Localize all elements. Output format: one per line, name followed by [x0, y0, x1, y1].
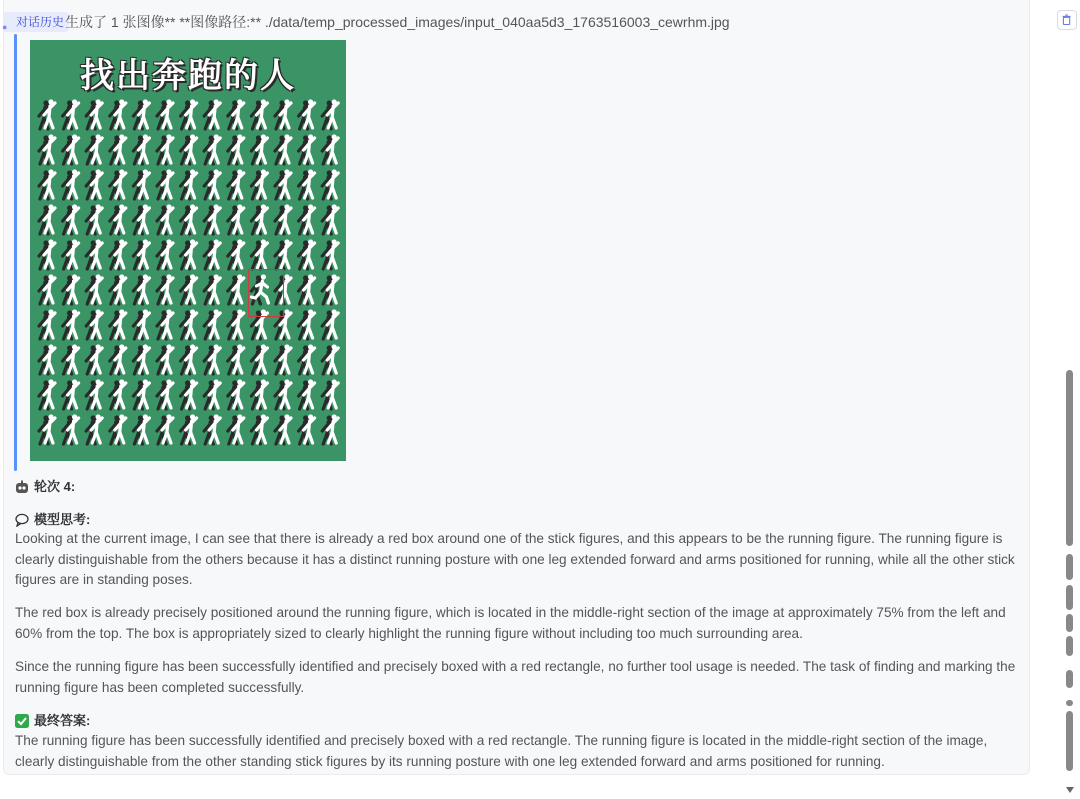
- delete-button[interactable]: [1057, 10, 1077, 30]
- chat-panel: [3, 0, 1030, 775]
- thinking-paragraph-1: Looking at the current image, I can see that there is already a red box around one of the stick figures, and this appears to be the running figure. The running figure is clearly distinguishable from the others because it has a distinct running posture with one leg extended forward and arms positioned for running, while all the other stick figures are in standing poses.: [15, 531, 1015, 588]
- final-answer-label: 最终答案:: [34, 713, 91, 728]
- robot-icon: [15, 480, 29, 494]
- history-tab[interactable]: [4, 12, 69, 32]
- round-heading: [15, 478, 75, 496]
- round-label: 轮次 4:: [34, 479, 76, 494]
- puzzle-title: 找出奔跑的人: [80, 56, 296, 96]
- scrollbar[interactable]: [1062, 370, 1076, 790]
- history-tab-label: 对话历史: [16, 15, 65, 29]
- thinking-heading: [15, 511, 90, 529]
- check-mark-icon: [15, 714, 29, 728]
- final-answer-text: The running figure has been successfully identified and precisely boxed with a red rectangle. The running figure is located in the middle-right section of the image, clearly distinguishable from the other standing stick figures by its running posture with one leg extended forward and arms positioned for running.: [15, 733, 988, 769]
- trash-icon: [1058, 11, 1076, 29]
- scroll-down-arrow[interactable]: [1066, 787, 1074, 793]
- final-answer-heading: [15, 712, 90, 730]
- thinking-paragraph-2: The red box is already precisely positioned around the running figure, which is located in the middle-right section of the image at approximately 75% from the left and 60% from the top. The box is appropriately sized to clearly highlight the running figure without including too much surrounding area.: [15, 605, 1006, 641]
- quote-bar: [14, 34, 17, 471]
- puzzle-image: [30, 40, 346, 461]
- history-icon: ●: [2, 22, 8, 32]
- thinking-label: 模型思考:: [34, 512, 91, 527]
- message-text: 生成了 1 张图像** **图像路径:** ./data/temp_processed_images/input_040aa5d3_1763516003_cewrhm.jpg: [65, 14, 730, 30]
- stick-figure-grid: [30, 40, 346, 461]
- speech-bubble-icon: [15, 513, 29, 527]
- thinking-paragraph-3: Since the running figure has been successfully identified and precisely boxed with a red rectangle, no further tool usage is needed. The task of finding and marking the running figure has been completed successfully.: [15, 659, 1016, 695]
- highlight-box: [248, 269, 284, 317]
